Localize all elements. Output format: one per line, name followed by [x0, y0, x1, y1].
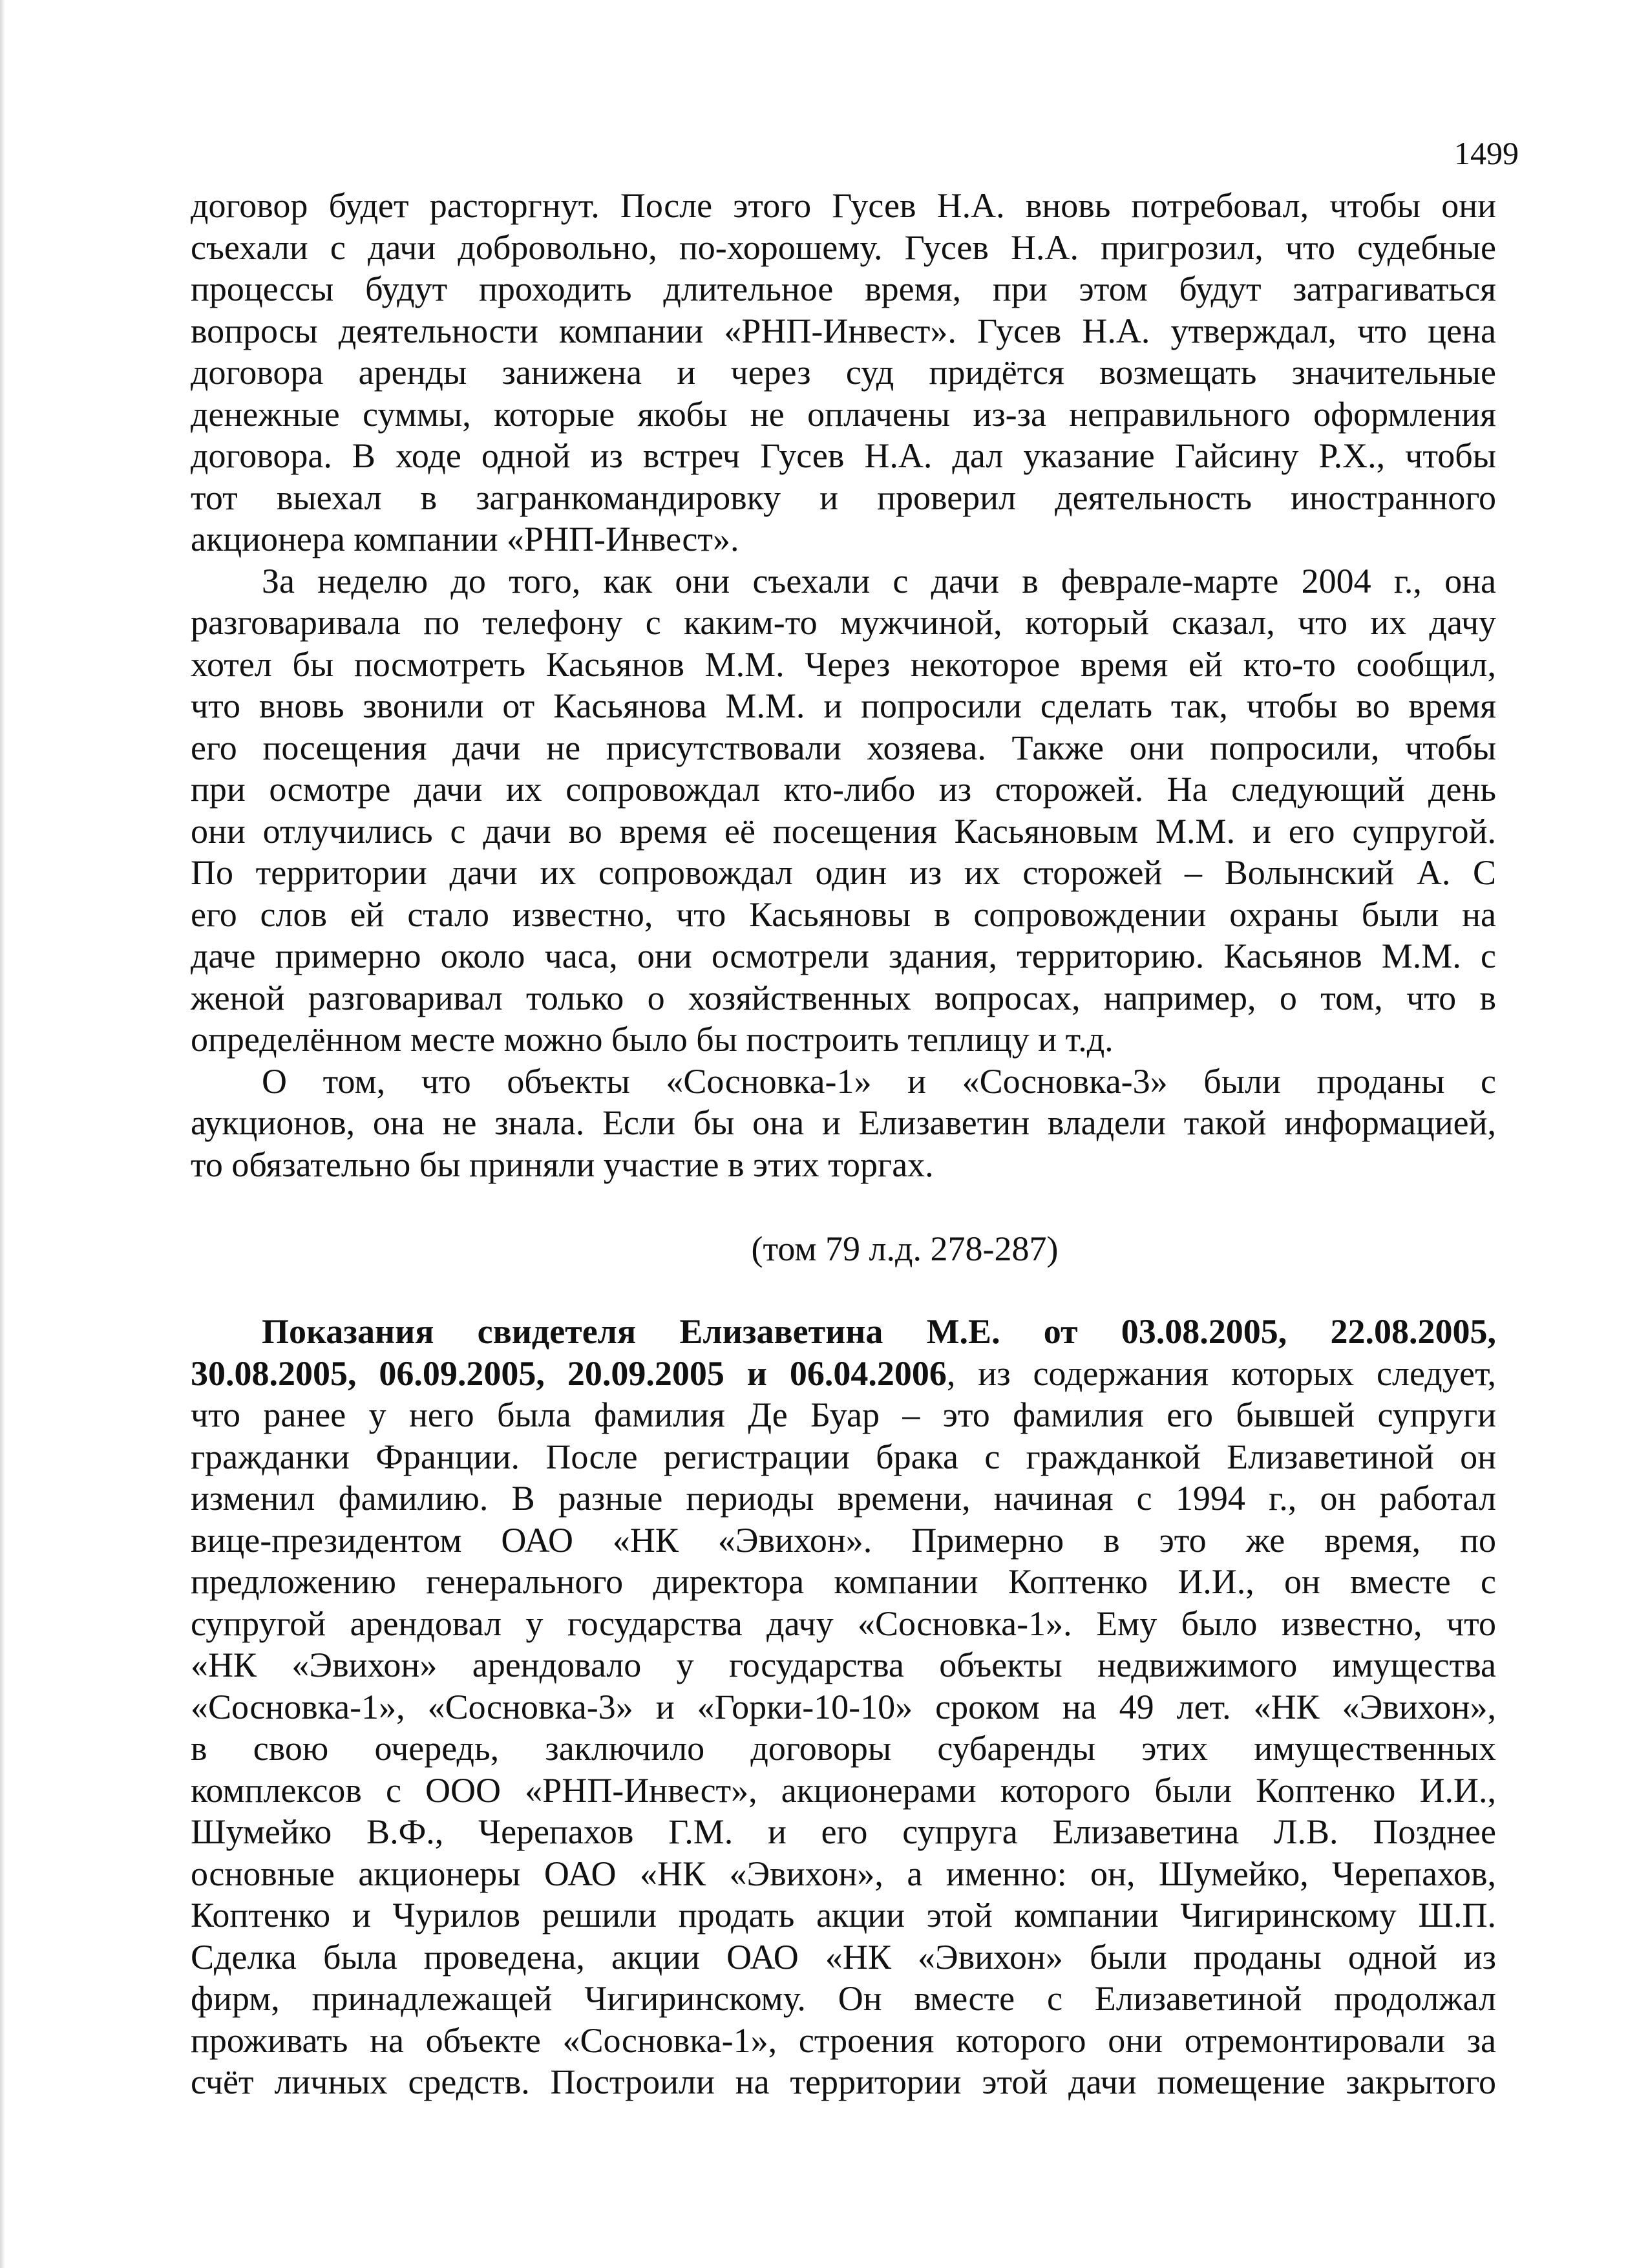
text-line: разговаривала по телефону с каким-то мужчиной, который сказал, что их дачу [191, 603, 1496, 642]
text-line: договора. В ходе одной из встреч Гусев Н.А. дал указание Гайсину Р.Х., чтобы [191, 436, 1496, 475]
text-line: процессы будут проходить длительное время, при этом будут затрагиваться [191, 270, 1496, 308]
text-line: договор будет расторгнут. После этого Гусев Н.А. вновь потребовал, чтобы они [191, 186, 1496, 225]
witness-testimony-paragraph [191, 1311, 1496, 2103]
text-line: Шумейко В.Ф., Черепахов Г.М. и его супруга Елизаветина Л.В. Позднее [191, 1812, 1496, 1851]
scan-edge-shadow [0, 0, 5, 2268]
text-line: они отлучились с дачи во время её посещения Касьяновым М.М. и его супругой. [191, 811, 1496, 851]
testimony-heading-bold: Показания свидетеля Елизаветина М.Е. от 03.08.2005, 22.08.2005, [262, 1312, 1496, 1351]
text-line: аукционов, она не знала. Если бы она и Елизаветин владели такой информацией, [191, 1103, 1496, 1142]
text-line: хотел бы посмотреть Касьянов М.М. Через некоторое время ей кто-то сообщил, [191, 644, 1496, 684]
paragraph-continuation [191, 185, 1496, 1185]
testimony-heading-line [191, 1311, 1496, 1353]
text-line: «НК «Эвихон» арендовало у государства объекты недвижимого имущества [191, 1646, 1496, 1684]
text-line: то обязательно бы приняли участие в этих торгах. [191, 1145, 934, 1184]
text-line: акционера компании «РНП-Инвест». [191, 520, 739, 558]
text-line: его слов ей стало известно, что Касьяновы в сопровождении охраны были на [191, 895, 1496, 934]
text-line: денежные суммы, которые якобы не оплачены из-за неправильного оформления [191, 394, 1496, 434]
text-line: определённом месте можно было бы построить теплицу и т.д. [191, 1020, 1114, 1059]
text-line: гражданки Франции. После регистрации брака с гражданкой Елизаветиной он [191, 1437, 1496, 1476]
testimony-heading-rest: , из содержания которых следует, [946, 1353, 1496, 1393]
text-line: вице-президентом ОАО «НК «Эвихон». Примерно в это же время, по [191, 1520, 1496, 1560]
text-line: в свою очередь, заключило договоры субаренды этих имущественных [191, 1729, 1496, 1768]
text-line: тот выехал в загранкомандировку и проверил деятельность иностранного [191, 478, 1496, 517]
text-line: проживать на объекте «Сосновка-1», строения которого они отремонтировали за [191, 2020, 1496, 2060]
text-line: съехали с дачи добровольно, по-хорошему. Гусев Н.А. пригрозил, что судебные [191, 228, 1496, 267]
volume-reference: (том 79 л.д. 278-287) [751, 1229, 1059, 1268]
text-line: супругой арендовал у государства дачу «Сосновка-1». Ему было известно, что [191, 1604, 1496, 1643]
page-number: 1499 [1454, 135, 1519, 171]
text-line: предложению генерального директора компании Коптенко И.И., он вместе с [191, 1562, 1496, 1601]
text-line: договора аренды занижена и через суд придётся возмещать значительные [191, 353, 1496, 392]
text-line: его посещения дачи не присутствовали хозяева. Также они попросили, чтобы [191, 728, 1496, 767]
text-line: изменил фамилию. В разные периоды времени, начиная с 1994 г., он работал [191, 1479, 1496, 1518]
text-line: О том, что объекты «Сосновка-1» и «Сосновка-3» были проданы с [262, 1061, 1496, 1101]
text-line: Коптенко и Чурилов решили продать акции этой компании Чигиринскому Ш.П. [191, 1896, 1496, 1934]
text-line: Сделка была проведена, акции ОАО «НК «Эвихон» были проданы одной из [191, 1937, 1496, 1977]
text-line: что ранее у него была фамилия Де Буар – это фамилия его бывшей супруги [191, 1395, 1496, 1434]
text-line: «Сосновка-1», «Сосновка-3» и «Горки-10-10» сроком на 49 лет. «НК «Эвихон», [191, 1687, 1496, 1726]
text-line: По территории дачи их сопровождал один из их сторожей – Волынский А. С [191, 853, 1496, 892]
testimony-dates-bold: 30.08.2005, 06.09.2005, 20.09.2005 и 06.04.2006 [191, 1353, 947, 1393]
text-line: комплексов с ООО «РНП-Инвест», акционерами которого были Коптенко И.И., [191, 1770, 1496, 1810]
text-line: при осмотре дачи их сопровождал кто-либо из сторожей. На следующий день [191, 770, 1496, 809]
text-line: основные акционеры ОАО «НК «Эвихон», а именно: он, Шумейко, Черепахов, [191, 1854, 1496, 1893]
text-line: женой разговаривал только о хозяйственных вопросах, например, о том, что в [191, 978, 1496, 1017]
text-line: вопросы деятельности компании «РНП-Инвест». Гусев Н.А. утверждал, что цена [191, 311, 1496, 350]
text-line: счёт личных средств. Построили на территории этой дачи помещение закрытого [191, 2062, 1496, 2101]
text-line: даче примерно около часа, они осмотрели здания, территорию. Касьянов М.М. с [191, 937, 1496, 975]
testimony-heading-line [191, 1353, 1496, 1395]
text-line: За неделю до того, как они съехали с дачи в феврале-марте 2004 г., она [262, 561, 1496, 600]
text-line: что вновь звонили от Касьянова М.М. и попросили сделать так, чтобы во время [191, 686, 1496, 725]
text-line: фирм, принадлежащей Чигиринскому. Он вместе с Елизаветиной продолжал [191, 1979, 1496, 2018]
